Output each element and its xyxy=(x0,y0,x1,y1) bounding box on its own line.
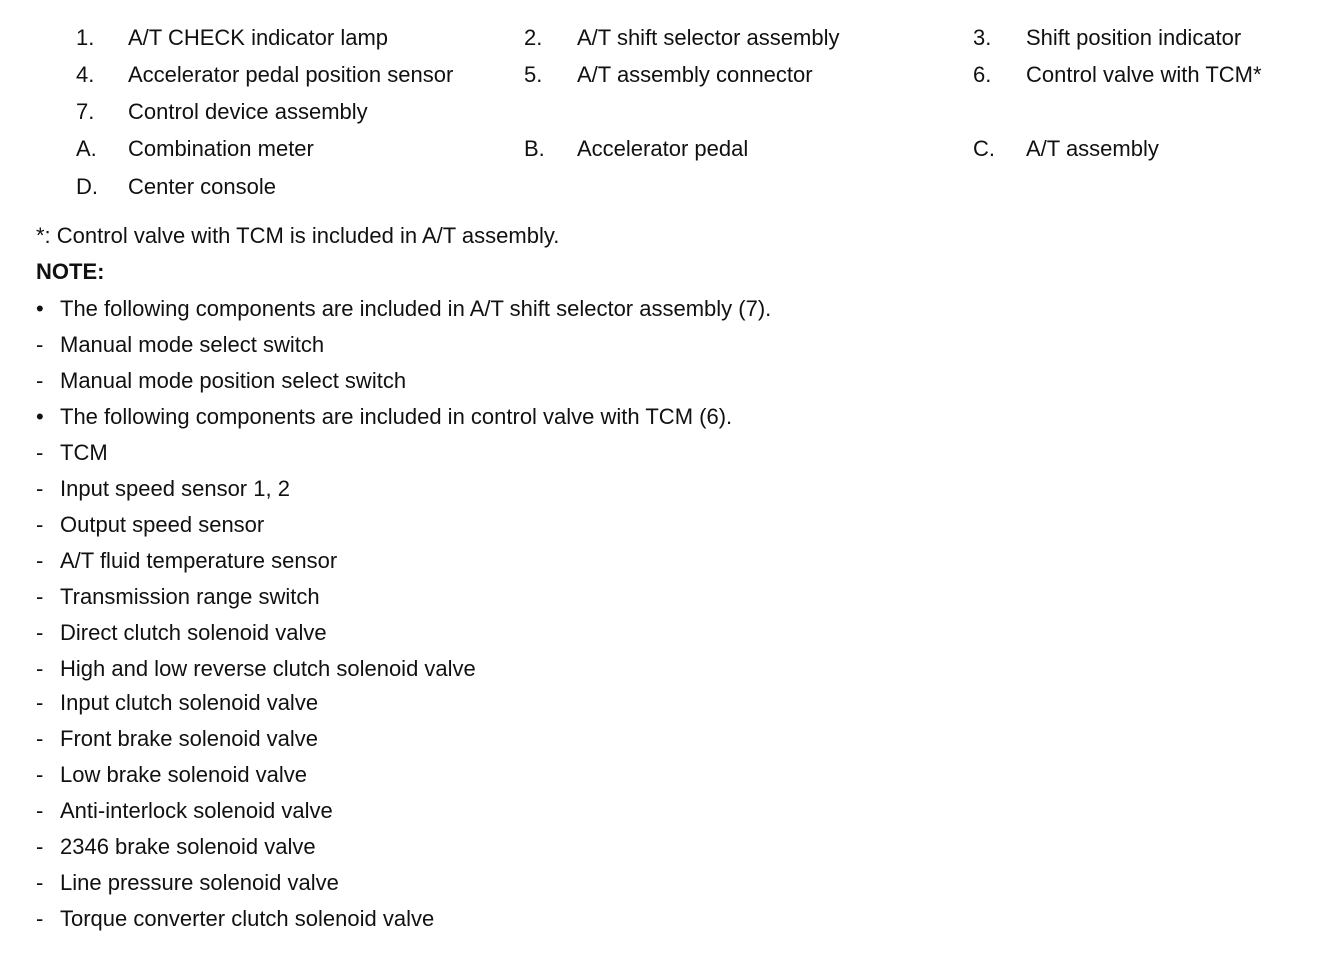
legend-label: A/T assembly connector xyxy=(577,62,813,87)
legend-number: 3. xyxy=(973,25,992,50)
list-item xyxy=(0,618,1328,648)
list-item xyxy=(0,366,1328,396)
list-item-text: Transmission range switch xyxy=(60,584,320,609)
list-item xyxy=(0,904,1328,934)
list-item-text: Torque converter clutch solenoid valve xyxy=(60,906,435,931)
legend-label: Control device assembly xyxy=(128,99,368,124)
footnote: *: Control valve with TCM is included in A/T assembly. xyxy=(36,223,560,248)
list-item xyxy=(0,294,1328,324)
legend-row xyxy=(0,23,1328,53)
legend-label: Control valve with TCM* xyxy=(1026,62,1262,87)
list-item-text: Input clutch solenoid valve xyxy=(60,690,319,715)
dash-mark: - xyxy=(36,584,44,609)
legend-label: Combination meter xyxy=(128,136,314,161)
dash-mark: - xyxy=(36,726,44,751)
dash-mark: - xyxy=(36,620,44,645)
list-item-text: The following components are included in A/T shift selector assembly (7). xyxy=(60,296,772,321)
legend-number: 4. xyxy=(76,62,95,87)
dash-mark: - xyxy=(36,476,44,501)
list-item xyxy=(0,654,1328,684)
legend-label: Accelerator pedal position sensor xyxy=(128,62,454,87)
list-item xyxy=(0,832,1328,862)
list-item xyxy=(0,724,1328,754)
list-item xyxy=(0,438,1328,468)
list-item xyxy=(0,760,1328,790)
list-item xyxy=(0,582,1328,612)
list-item xyxy=(0,796,1328,826)
dash-mark: - xyxy=(36,762,44,787)
dash-mark: - xyxy=(36,690,44,715)
legend-number: 7. xyxy=(76,99,95,124)
dash-mark: - xyxy=(36,512,44,537)
dash-mark: - xyxy=(36,834,44,859)
legend-row xyxy=(0,134,1328,164)
list-item-text: 2346 brake solenoid valve xyxy=(60,834,316,859)
dash-mark: - xyxy=(36,656,44,681)
bullet-mark: • xyxy=(36,296,44,321)
legend-number: B. xyxy=(524,136,545,161)
list-item xyxy=(0,474,1328,504)
list-item-text: Line pressure solenoid valve xyxy=(60,870,339,895)
list-item-text: A/T fluid temperature sensor xyxy=(60,548,338,573)
legend-label: A/T shift selector assembly xyxy=(577,25,840,50)
legend-number: 5. xyxy=(524,62,543,87)
dash-mark: - xyxy=(36,798,44,823)
dash-mark: - xyxy=(36,368,44,393)
list-item-text: Direct clutch solenoid valve xyxy=(60,620,327,645)
list-item-text: Front brake solenoid valve xyxy=(60,726,319,751)
legend-row xyxy=(0,60,1328,90)
dash-mark: - xyxy=(36,332,44,357)
note-heading: NOTE: xyxy=(36,259,105,284)
list-item-text: The following components are included in control valve with TCM (6). xyxy=(60,404,733,429)
list-item-text: Anti-interlock solenoid valve xyxy=(60,798,333,823)
list-item xyxy=(0,688,1328,718)
legend-label: Shift position indicator xyxy=(1026,25,1242,50)
dash-mark: - xyxy=(36,440,44,465)
legend-number: C. xyxy=(973,136,995,161)
list-item-text: Low brake solenoid valve xyxy=(60,762,308,787)
list-item-text: Output speed sensor xyxy=(60,512,265,537)
legend-number: A. xyxy=(76,136,97,161)
list-item xyxy=(0,510,1328,540)
list-item-text: Manual mode position select switch xyxy=(60,368,407,393)
list-item-text: Input speed sensor 1, 2 xyxy=(60,476,290,501)
legend-number: 6. xyxy=(973,62,992,87)
dash-mark: - xyxy=(36,870,44,895)
dash-mark: - xyxy=(36,548,44,573)
list-item xyxy=(0,868,1328,898)
legend-label: Center console xyxy=(128,174,276,199)
legend-number: 1. xyxy=(76,25,95,50)
legend-label: A/T assembly xyxy=(1026,136,1159,161)
legend-row xyxy=(0,172,1328,202)
dash-mark: - xyxy=(36,906,44,931)
legend-label: Accelerator pedal xyxy=(577,136,749,161)
list-item xyxy=(0,546,1328,576)
list-item-text: Manual mode select switch xyxy=(60,332,325,357)
bullet-mark: • xyxy=(36,404,44,429)
list-item-text: TCM xyxy=(60,440,108,465)
list-item xyxy=(0,402,1328,432)
legend-number: D. xyxy=(76,174,98,199)
legend-row xyxy=(0,97,1328,127)
list-item xyxy=(0,330,1328,360)
legend-label: A/T CHECK indicator lamp xyxy=(128,25,389,50)
list-item-text: High and low reverse clutch solenoid valve xyxy=(60,656,476,681)
legend-number: 2. xyxy=(524,25,543,50)
